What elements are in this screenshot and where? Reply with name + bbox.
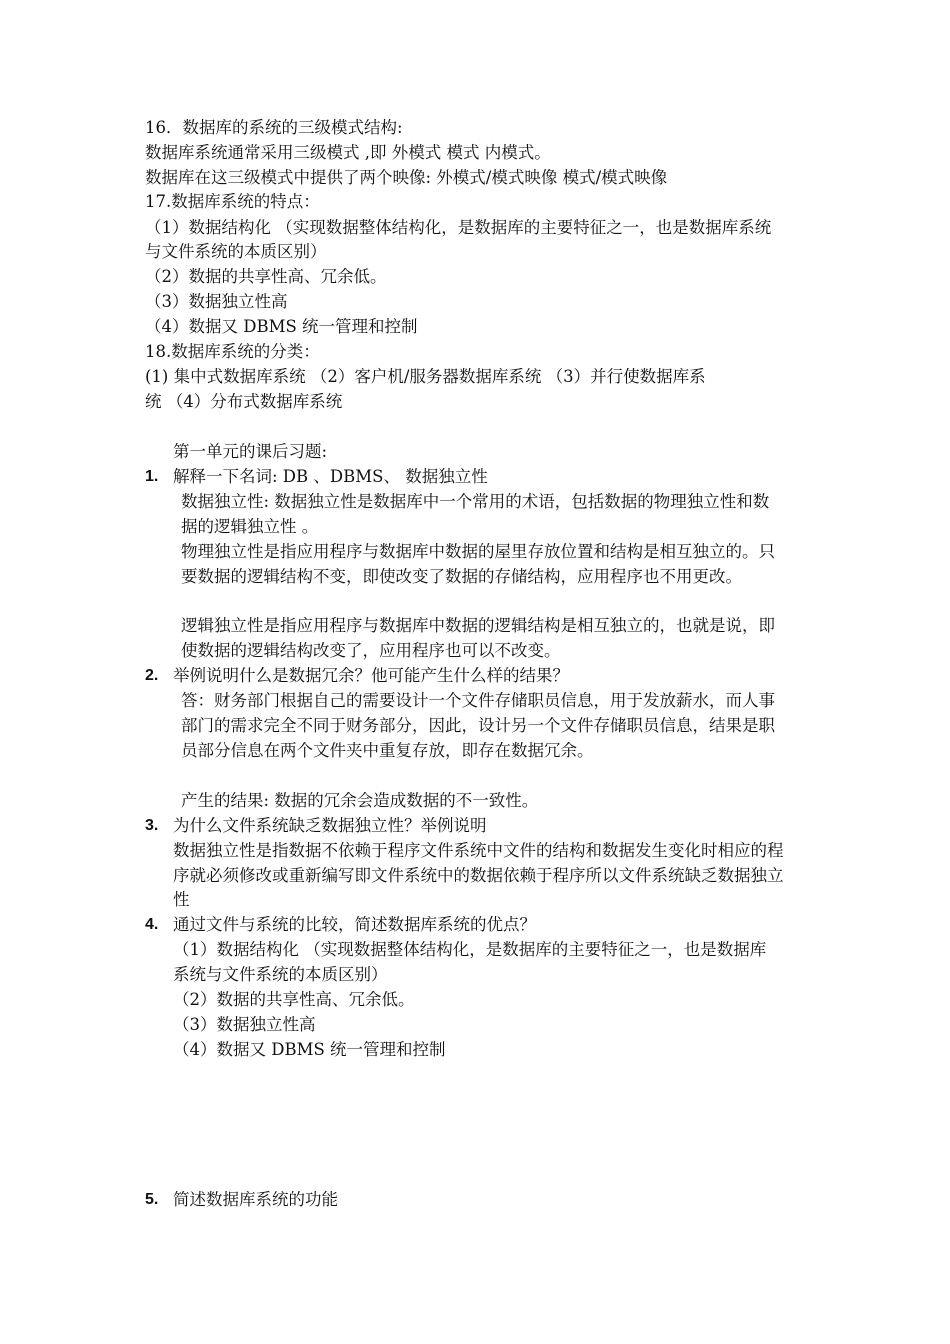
question-3-text: 为什么文件系统缺乏数据独立性？举例说明 xyxy=(173,816,487,835)
answer-3-line-3: 性 xyxy=(173,890,190,909)
section-17-title: 17.数据库系统的特点： xyxy=(145,192,320,211)
question-5-text: 简述数据库系统的功能 xyxy=(173,1190,338,1209)
section-16-title: 16．数据库的系统的三级模式结构: xyxy=(145,118,403,137)
section-17-point-2: （2）数据的共享性高、冗余低。 xyxy=(145,267,387,286)
question-4-text: 通过文件与系统的比较，简述数据库系统的优点？ xyxy=(173,915,536,934)
section-17-point-4: （4）数据又 DBMS 统一管理和控制 xyxy=(145,317,418,336)
question-2-text: 举例说明什么是数据冗余？他可能产生什么样的结果？ xyxy=(173,666,569,685)
section-18-title: 18.数据库系统的分类： xyxy=(145,342,320,361)
section-16-line-2: 数据库在这三级模式中提供了两个映像: 外模式/模式映像 模式/模式映像 xyxy=(145,168,668,187)
answer-3-line-2: 序就必须修改或重新编写即文件系统中的数据依赖于程序所以文件系统缺乏数据独立 xyxy=(173,866,784,885)
question-4-number: 4. xyxy=(145,916,159,933)
answer-3-line-1: 数据独立性是指数据不依赖于程序文件系统中文件的结构和数据发生变化时相应的程 xyxy=(173,841,784,860)
section-17-point-3: （3）数据独立性高 xyxy=(145,292,288,311)
section-17-point-1: （1）数据结构化 （实现数据整体结构化，是数据库的主要特征之一，也是数据库系统 xyxy=(145,218,772,237)
answer-4-line-4: （3）数据独立性高 xyxy=(173,1015,316,1034)
answer-1-line-1: 数据独立性: 数据独立性是数据库中一个常用的术语，包括数据的物理独立性和数 xyxy=(181,492,770,511)
answer-4-line-1: （1）数据结构化 （实现数据整体结构化，是数据库的主要特征之一，也是数据库 xyxy=(173,940,767,959)
section-17-point-1-cont: 与文件系统的本质区别） xyxy=(145,242,327,261)
answer-1-line-4: 要数据的逻辑结构不变，即使改变了数据的存储结构，应用程序也不用更改。 xyxy=(181,567,742,586)
exercises-heading: 第一单元的课后习题: xyxy=(173,442,328,461)
section-18-line-2: 统 （4）分布式数据库系统 xyxy=(145,392,343,411)
answer-1-line-2: 据的逻辑独立性 。 xyxy=(181,517,319,536)
answer-4-line-3: （2）数据的共享性高、冗余低。 xyxy=(173,990,415,1009)
question-2-number: 2. xyxy=(145,667,159,684)
section-16-line-1: 数据库系统通常采用三级模式 ,即 外模式 模式 内模式。 xyxy=(145,143,551,162)
question-5-number: 5. xyxy=(145,1191,159,1208)
answer-1-line-3: 物理独立性是指应用程序与数据库中数据的屋里存放位置和结构是相互独立的。只 xyxy=(181,542,775,561)
section-18-line-1: (1) 集中式数据库系统 （2）客户机/服务器数据库系统 （3）并行使数据库系 xyxy=(145,367,706,386)
question-1-text: 解释一下名词: DB 、DBMS、 数据独立性 xyxy=(173,467,488,486)
answer-4-line-5: （4）数据又 DBMS 统一管理和控制 xyxy=(173,1040,446,1059)
answer-2-result: 产生的结果: 数据的冗余会造成数据的不一致性。 xyxy=(181,791,539,810)
question-3-number: 3. xyxy=(145,817,159,834)
answer-1-line-6: 使数据的逻辑结构改变了，应用程序也可以不改变。 xyxy=(181,641,561,660)
question-1-number: 1. xyxy=(145,468,159,485)
answer-1-line-5: 逻辑独立性是指应用程序与数据库中数据的逻辑结构是相互独立的，也就是说，即 xyxy=(181,616,775,635)
answer-2-line-2: 部门的需求完全不同于财务部分，因此，设计另一个文件存储职员信息，结果是职 xyxy=(181,716,775,735)
answer-2-line-3: 员部分信息在两个文件夹中重复存放，即存在数据冗余。 xyxy=(181,741,594,760)
answer-2-line-1: 答：财务部门根据自己的需要设计一个文件存储职员信息，用于发放薪水，而人事 xyxy=(181,691,775,710)
answer-4-line-2: 系统与文件系统的本质区别） xyxy=(173,965,388,984)
